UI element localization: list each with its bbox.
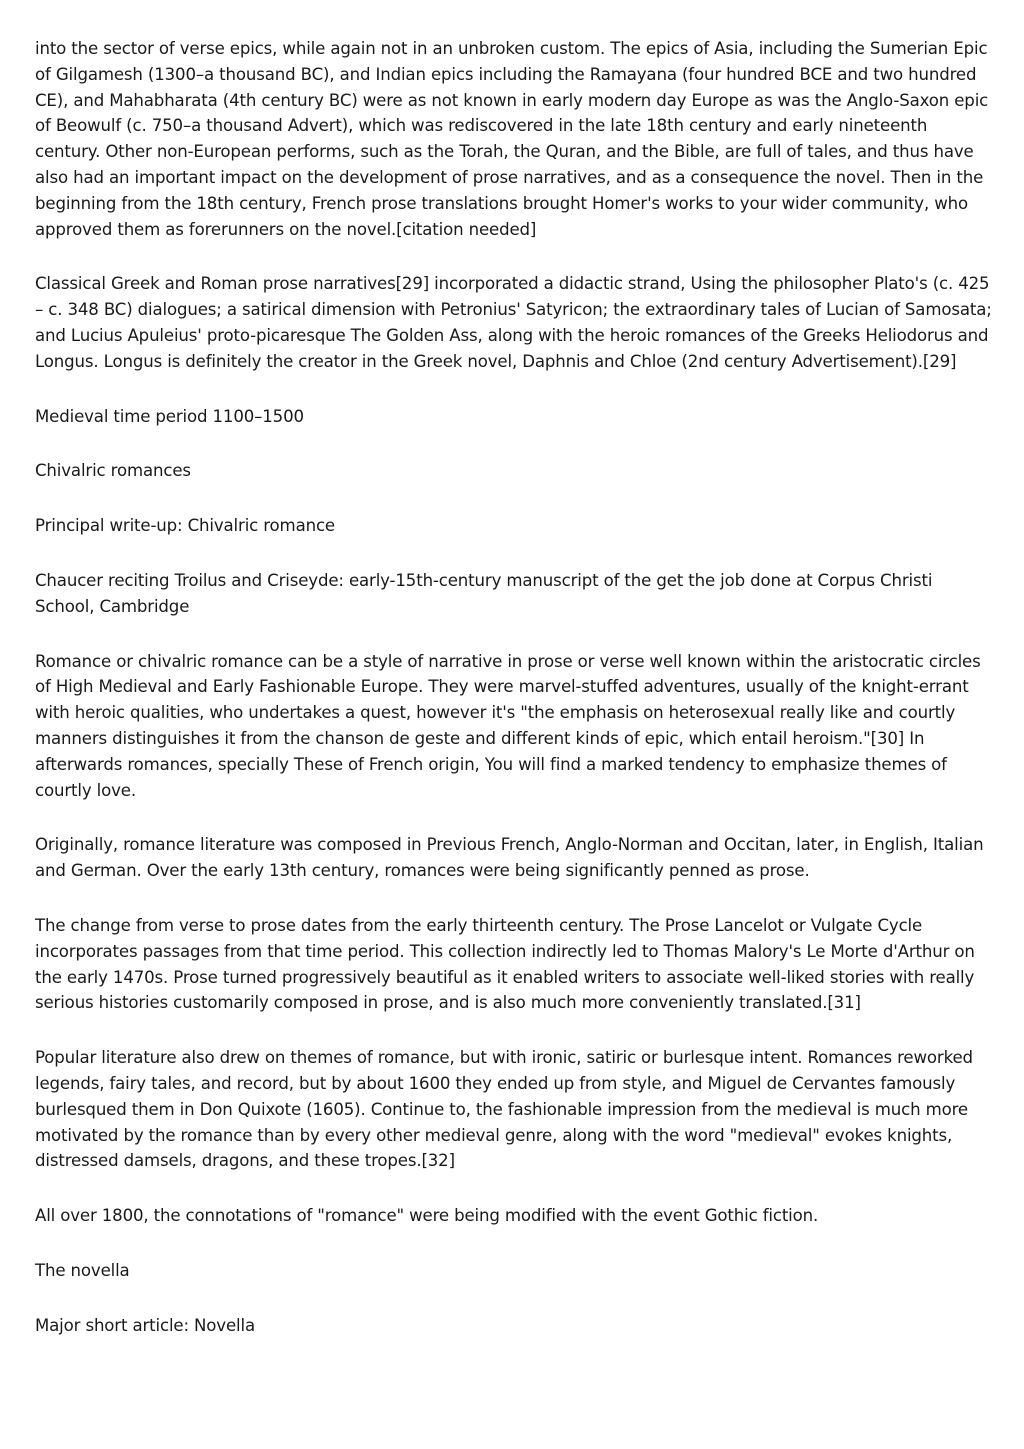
paragraph-popular-literature: Popular literature also drew on themes of romance, but with ironic, satiric or burlesque intent. Romances reworked legends, fairy tales, and record, but by about 1600 they ended up from style, and Miguel de Cervantes famously burlesqued them in Don Quixote (1605). Continue to, the fashionable impression from the medieval is much more motivated by the romance than by every other medieval genre, along with the word "medieval" evokes knights, distressed damsels, dragons, and these tropes.[32] xyxy=(35,1048,973,1171)
paragraph-classical-prose: Classical Greek and Roman prose narratives[29] incorporated a didactic strand, Using the philosopher Plato's (c. 425 – c. 348 BC) dialogues; a satirical dimension with Petronius' Satyricon; the extraordinary tales of Lucian of Samosata; and Lucius Apuleius' proto-picaresque The Golden Ass, along with the heroic romances of the Greeks Heliodorus and Longus. Longus is definitely the creator in the Greek novel, Daphnis and Chloe (2nd century Advertisement).[29] xyxy=(35,274,992,371)
heading-novella: The novella xyxy=(35,1260,130,1280)
heading-chivalric-romances: Chivalric romances xyxy=(35,461,191,481)
paragraph-verse-to-prose: The change from verse to prose dates from the early thirteenth century. The Prose Lancelot or Vulgate Cycle incorporates passages from that time period. This collection indirectly led to Thomas Malory's Le Morte d'Arthur on the early 1470s. Prose turned progressively beautiful as it enabled writers to associate well-liked stories with really serious histories customarily composed in prose, and is also much more conveniently translated.[31] xyxy=(35,915,975,1013)
image-caption-chaucer: Chaucer reciting Troilus and Criseyde: early-15th-century manuscript of the get the job done at Corpus Christi School, Cambridge xyxy=(35,570,933,616)
main-article-novella: Major short article: Novella xyxy=(35,1315,255,1335)
main-article-note: Principal write-up: Chivalric romance xyxy=(35,516,335,536)
document-body xyxy=(35,36,993,1367)
paragraph-gothic-fiction: All over 1800, the connotations of "romance" were being modified with the event Gothic fiction. xyxy=(35,1206,819,1226)
paragraph-epics: into the sector of verse epics, while again not in an unbroken custom. The epics of Asia, including the Sumerian Epic of Gilgamesh (1300–a thousand BC), and Indian epics including the Ramayana (four hundred BCE and two hundred CE), and Mahabharata (4th century BC) were as not known in early modern day Europe as was the Anglo-Saxon epic of Beowulf (c. 750–a thousand Advert), which was rediscovered in the late 18th century and early nineteenth century. Other non-European performs, such as the Torah, the Quran, and the Bible, are full of tales, and thus have also had an important impact on the development of prose narratives, and as a consequence the novel. Then in the beginning from the 18th century, French prose translations brought Homer's works to your wider community, who approved them as forerunners on the novel.[citation needed] xyxy=(35,39,989,239)
heading-medieval-period: Medieval time period 1100–1500 xyxy=(35,406,304,426)
paragraph-romance-definition: Romance or chivalric romance can be a style of narrative in prose or verse well known within the aristocratic circles of High Medieval and Early Fashionable Europe. They were marvel-stuffed adventures, usually of the knight-errant with heroic qualities, who undertakes a quest, however it's "the emphasis on heterosexual really like and courtly manners distinguishes it from the chanson de geste and different kinds of epic, which entail heroism."[30] In afterwards romances, specially These of French origin, You will find a marked tendency to emphasize themes of courtly love. xyxy=(35,651,981,800)
paragraph-romance-languages: Originally, romance literature was composed in Previous French, Anglo-Norman and Occitan, later, in English, Italian and German. Over the early 13th century, romances were being significantly penned as prose. xyxy=(35,835,984,881)
